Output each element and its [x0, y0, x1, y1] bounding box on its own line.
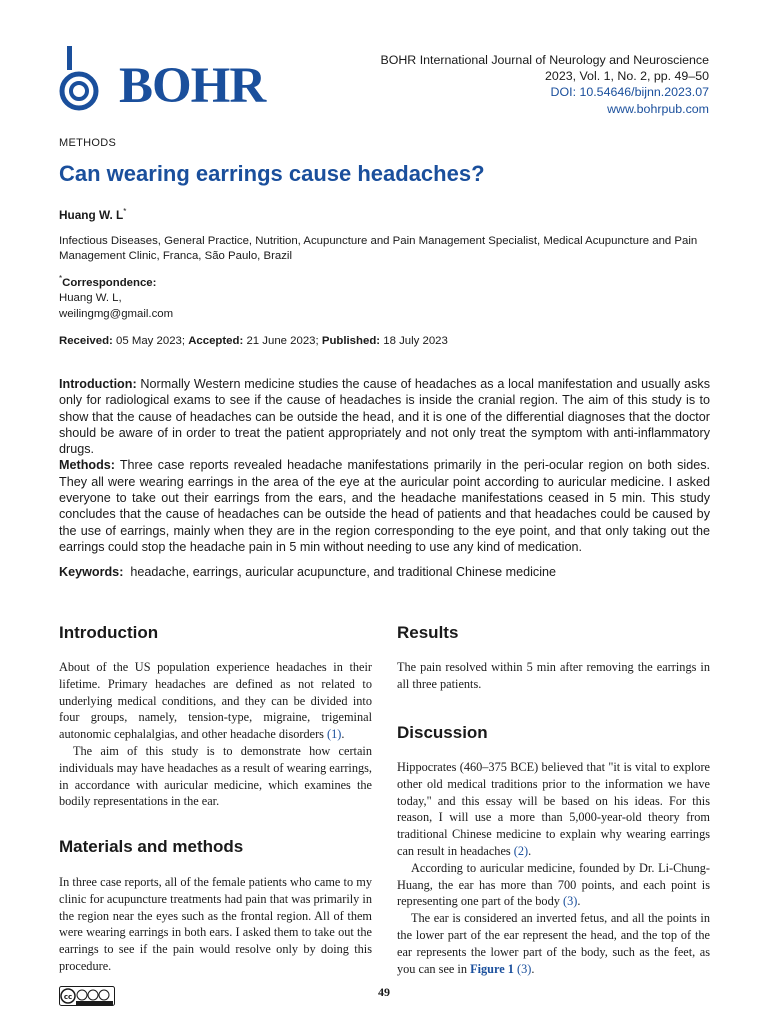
abstract-introduction — [59, 376, 710, 457]
intro-p1-end: . — [341, 727, 345, 742]
disc-p1-text: Hippocrates (460–375 BCE) believed that "it is vital to explore other old medical traditions prior to the information we have today," and this essay will be based on his ideas. For this reason, I will use a more than 5,000-year-old theory from traditional Chinese medicine to explain why wearing earrings can result in headaches — [397, 760, 710, 858]
correspondence-mark: * — [59, 274, 63, 283]
citation-link[interactable]: (3) — [562, 894, 578, 909]
accepted-date: 21 June 2023; — [246, 335, 319, 347]
received-label: Received: — [59, 335, 113, 347]
results-body — [397, 659, 710, 693]
affiliation: Infectious Diseases, General Practice, Nutrition, Acupuncture and Pain Management Specialist, Medical Acupuncture and Pain Management Clinic, Franca, São Paulo, Brazil — [59, 235, 698, 262]
methods-paragraph-1: In three case reports, all of the female patients who came to my clinic for acupuncture treatments had pain that was primarily in the region near the eyes such as the frontal region. All of them were wearing earrings in both ears. I asked them to take out the earrings to see if the pain would resolve only by doing this procedure. — [59, 875, 372, 973]
correspondence-label: Correspondence: — [62, 276, 157, 289]
doi-link[interactable]: DOI: 10.54646/bijnn.2023.07 — [550, 85, 709, 100]
disc-p2-end: . — [577, 894, 581, 909]
intro-paragraph-1 — [59, 659, 372, 743]
disc-p1-end: . — [528, 843, 532, 858]
abstract-intro-text: Normally Western medicine studies the cause of headaches as a local manifestation and usually asks only for radiological exams to see if the cause of headaches is inside the cranial region. The aim of this study is to show that the cause of headaches can be outside the head, and it is one of the differential diagnoses that the doctor should be aware of in order to treat the patient appropriately and not only treat the symptom with anti-inflammatory drugs. — [59, 377, 710, 457]
journal-name: BOHR International Journal of Neurology and Neuroscience — [380, 53, 709, 67]
intro-p1-text: About of the US population experience headaches in their lifetime. Primary headaches are defined as not related to underlying medical conditions, and they can be divided into four groups, namely, tension-type, migraine, trigeminal autonomic cephalalgias, and other headache disorders — [59, 660, 372, 742]
received-date: 05 May 2023; — [116, 335, 186, 347]
keywords — [59, 565, 556, 579]
abstract-methods-text: Three case reports revealed headache manifestations primarily in the peri-ocular region on both sides. They all were wearing earrings in the area of the eye at the auricular point according to auricular medicine. I asked everyone to take out their earrings from the ears, and the headache manifestations ceased in 5 min. This study concludes that the cause of headaches can be outside the head of patients and that headaches could be caused by the use of earrings, mainly when they are in the region corresponding to the eye point, and that only taking out the earrings could stop the headache pain in 5 min without needing to use any kind of medication. — [59, 458, 710, 554]
keywords-label: Keywords: — [59, 565, 124, 579]
published-date: 18 July 2023 — [383, 335, 448, 347]
introduction-heading: Introduction — [59, 623, 159, 642]
article-dates — [59, 335, 448, 347]
page-number: 49 — [378, 985, 390, 999]
citation-link[interactable]: (3) — [517, 961, 532, 976]
introduction-body — [59, 659, 372, 810]
discussion-paragraph-1 — [397, 759, 710, 860]
correspondence — [59, 271, 173, 322]
bohr-logo-mark-icon — [57, 44, 119, 118]
author-name — [59, 207, 126, 222]
disc-p3-text: The ear is considered an inverted fetus, and all the points in the lower part of the ear represent the head, and the top of the ear represents the lower part of the body, such as the feet, as you can see in — [397, 911, 710, 976]
article-title: Can wearing earrings cause headaches? — [59, 161, 485, 186]
disc-p2-text: According to auricular medicine, founded by Dr. Li-Chung-Huang, the ear has more than 700 points, and each point is representing one part of the body — [397, 860, 710, 909]
figure-link[interactable]: Figure 1 — [470, 961, 514, 976]
results-paragraph-1: The pain resolved within 5 min after removing the earrings in all three patients. — [397, 660, 710, 691]
abstract-methods — [59, 457, 710, 555]
intro-paragraph-2: The aim of this study is to demonstrate how certain individuals may have headaches as a result of wearing earrings, in accordance with auricular medicine, which examines the bodily representations in the ear. — [59, 743, 372, 809]
citation-link[interactable]: (2) — [513, 843, 529, 858]
author-mark: * — [123, 207, 127, 216]
abstract — [59, 376, 710, 555]
author-text: Huang W. L — [59, 207, 124, 222]
bohr-logo — [57, 44, 282, 118]
volume-info: 2023, Vol. 1, No. 2, pp. 49–50 — [545, 69, 709, 84]
discussion-paragraph-3 — [397, 910, 710, 977]
abstract-intro-label: Introduction: — [59, 377, 137, 391]
logo-wordmark: BOHR — [119, 58, 266, 114]
discussion-paragraph-2 — [397, 860, 710, 910]
disc-p3-end: . — [531, 961, 535, 976]
published-label: Published: — [321, 335, 381, 347]
correspondence-email[interactable]: weilingmg@gmail.com — [59, 307, 174, 320]
correspondence-name: Huang W. L, — [59, 292, 122, 305]
keywords-text: headache, earrings, auricular acupuncture, and traditional Chinese medicine — [130, 565, 557, 579]
methods-heading: Materials and methods — [59, 837, 244, 856]
discussion-heading: Discussion — [397, 723, 488, 742]
discussion-body — [397, 759, 710, 977]
website-link[interactable]: www.bohrpub.com — [607, 101, 709, 116]
abstract-methods-label: Methods: — [59, 458, 115, 473]
journal-info — [380, 52, 709, 117]
results-heading: Results — [397, 623, 459, 642]
citation-link[interactable]: (1) — [327, 727, 342, 742]
section-label: METHODS — [59, 137, 117, 149]
methods-body — [59, 874, 372, 975]
svg-text:cc: cc — [63, 993, 73, 1001]
accepted-label: Accepted: — [188, 335, 244, 347]
